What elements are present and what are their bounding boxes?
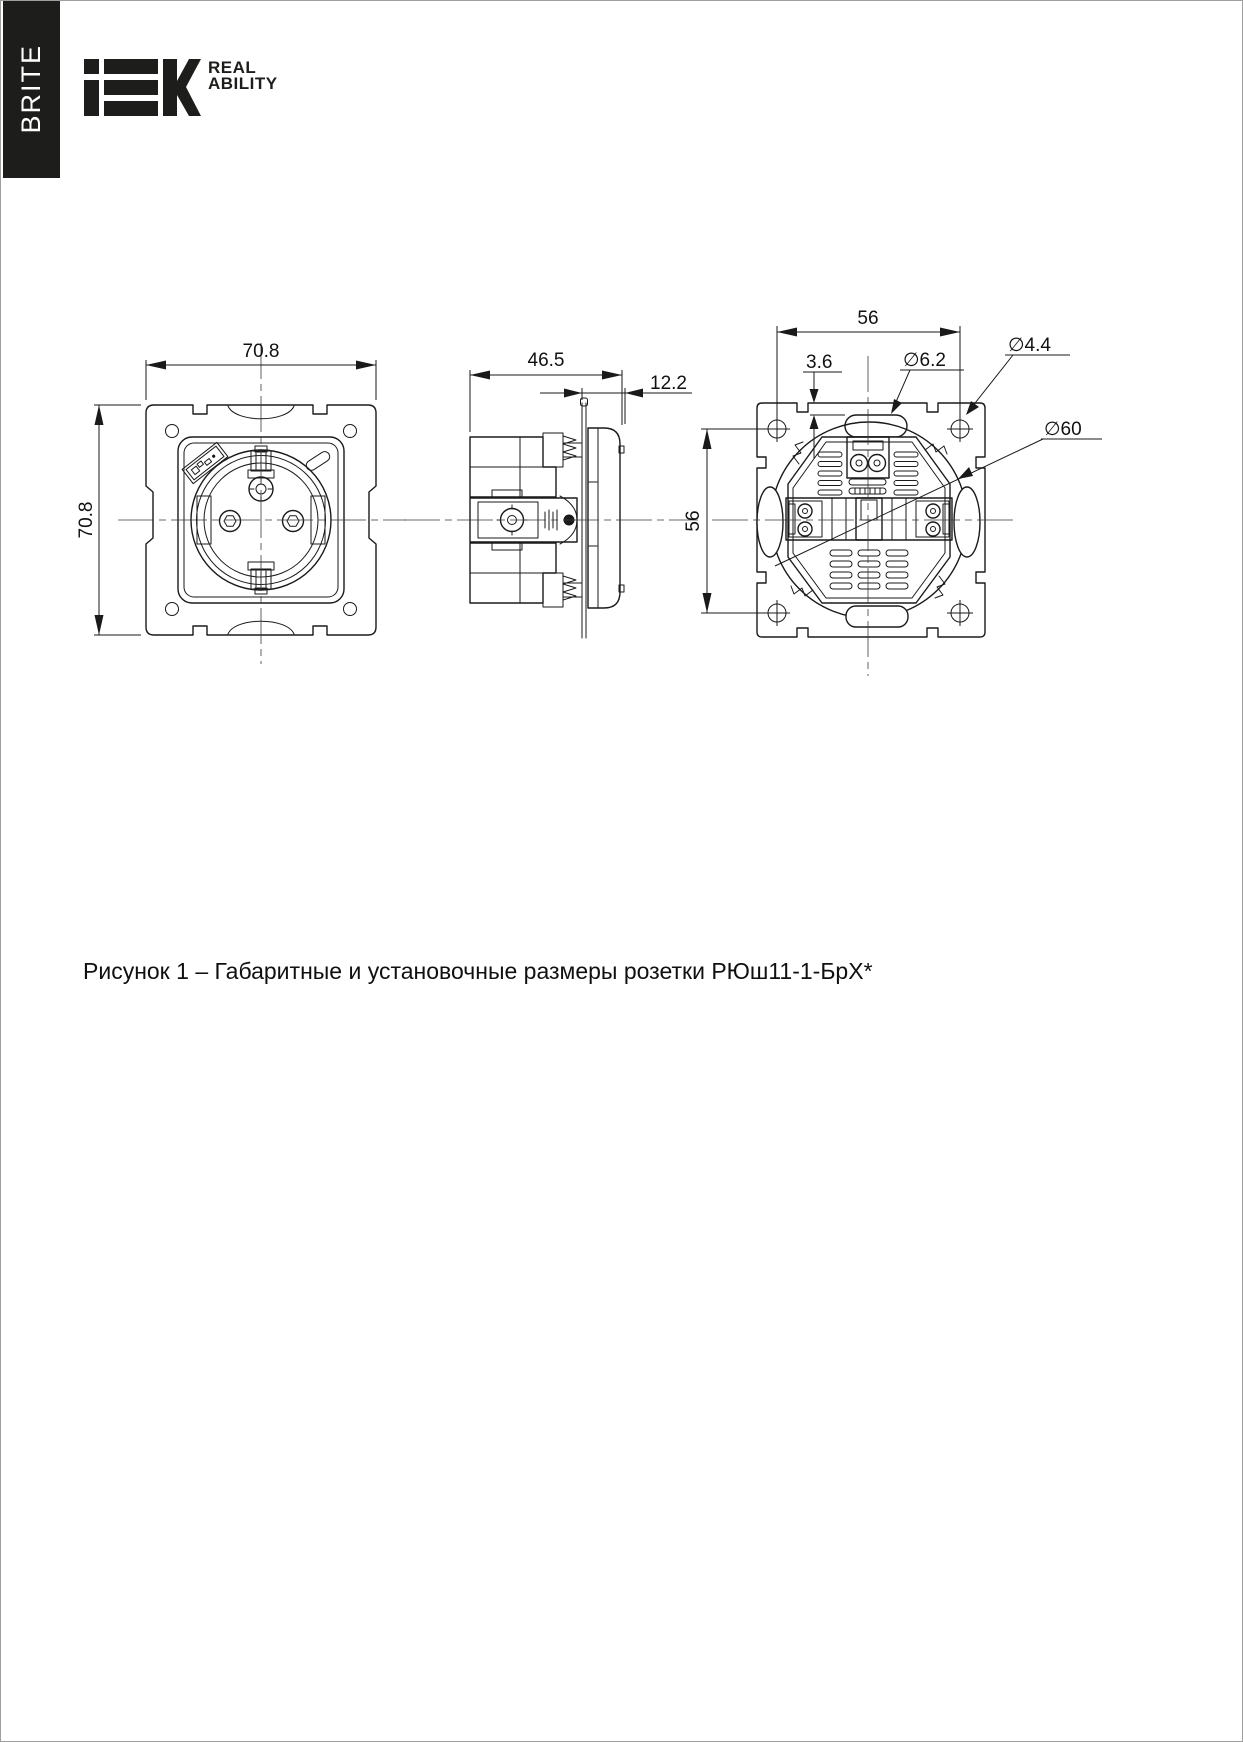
back-view-drawing [683, 308, 1102, 676]
svg-text:∅4.4: ∅4.4 [1008, 335, 1051, 356]
svg-text:12.2: 12.2 [650, 373, 687, 394]
svg-text:46.5: 46.5 [527, 350, 565, 371]
front-view-drawing [76, 341, 406, 664]
figure-caption: Рисунок 1 – Габаритные и установочные размеры розетки РЮш11-1-БрХ* [83, 958, 873, 984]
side-view-drawing [404, 350, 698, 638]
svg-text:56: 56 [683, 510, 704, 532]
svg-text:70.8: 70.8 [76, 501, 97, 539]
dim-side-depth [470, 350, 622, 432]
brand-tagline-line2: ABILITY [208, 74, 278, 93]
svg-text:56: 56 [857, 308, 879, 329]
brite-series-label: BRITE [16, 44, 46, 134]
brand-tagline-line1: REAL [208, 58, 257, 77]
svg-text:70.8: 70.8 [242, 341, 280, 362]
svg-text:∅60: ∅60 [1044, 419, 1082, 440]
svg-text:3.6: 3.6 [806, 352, 833, 373]
svg-text:∅6.2: ∅6.2 [903, 350, 946, 371]
dim-side-frame-depth [540, 373, 692, 424]
indicator-slot [304, 450, 331, 473]
dim-back-spacing-v [683, 429, 768, 613]
